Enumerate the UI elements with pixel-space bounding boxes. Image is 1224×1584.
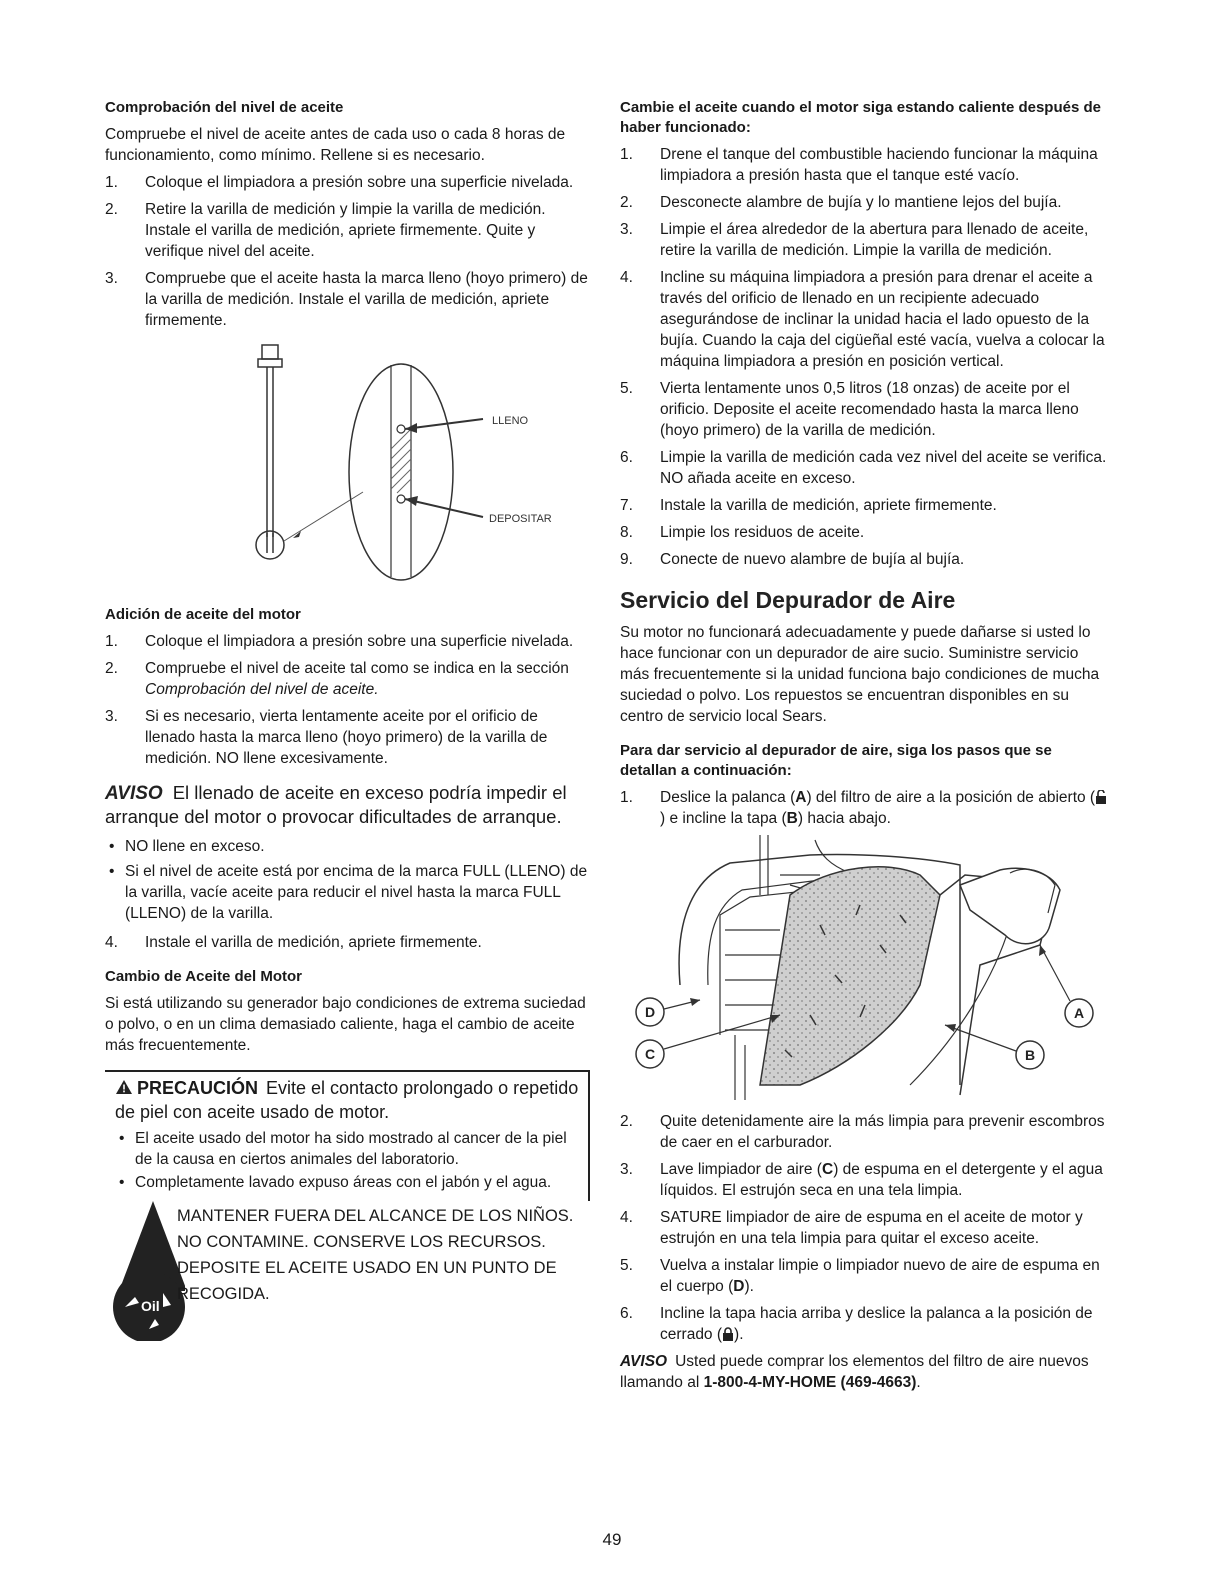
air-cleaner-service-heading: Servicio del Depurador de Aire: [620, 587, 956, 613]
step-number: 5.: [620, 380, 633, 397]
recycle-text: MANTENER FUERA DEL ALCANCE DE LOS NIÑOS. NO CONTAMINE. CONSERVE LOS RECURSOS. DEPOSITE EL ACEITE USADO EN UN PUNTO DE RECOGIDA.: [177, 1207, 574, 1303]
oil-recycle-notice: [105, 1201, 590, 1351]
air-cleaner-steps-heading: Para dar servicio al depurador de aire, siga los pasos que se detallan a continuación:: [620, 742, 1052, 779]
oil-level-check-intro: Compruebe el nivel de aceite antes de cada uso o cada 8 horas de funcionamiento, como mínimo. Rellene si es necesario.: [105, 126, 566, 164]
part-ref-b: B: [786, 810, 798, 827]
list-item: [620, 1303, 1110, 1345]
list-item: [105, 631, 590, 652]
adding-oil-steps: [105, 631, 590, 769]
list-item: [105, 658, 590, 700]
step-number: 2.: [620, 194, 633, 211]
list-item: [620, 549, 1110, 570]
notice-text-end: .: [916, 1374, 921, 1391]
step-number: 8.: [620, 524, 633, 541]
step-text: ) del filtro de aire a la posición de abierto (: [806, 789, 1096, 806]
warning-triangle-icon: [115, 1079, 133, 1095]
step-number: 7.: [620, 497, 633, 514]
callout-c-label: C: [644, 1046, 656, 1062]
list-item: [620, 192, 1110, 213]
step-text: Lave limpiador de aire (: [660, 1161, 822, 1178]
step-text: Drene el tanque del combustible haciendo funcionar la máquina limpiadora a presión hasta que el tanque esté vacío.: [660, 146, 1098, 184]
step-text: Desconecte alambre de bujía y lo mantiene lejos del bujía.: [660, 194, 1062, 211]
list-item: [620, 1255, 1110, 1297]
step-text: Compruebe el nivel de aceite tal como se indica en la sección: [145, 660, 569, 677]
dipstick-illustration: [105, 337, 590, 597]
step-text: Compruebe que el aceite hasta la marca lleno (hoyo primero) de la varilla de medición. Instale el varilla de medición, apriete firmemente.: [145, 270, 588, 329]
caution-box: [105, 1070, 590, 1201]
step-number: 6.: [620, 1305, 633, 1322]
step-text: ) e incline la tapa (: [660, 810, 787, 827]
step-number: 2.: [105, 201, 118, 218]
callout-b-label: B: [1024, 1047, 1036, 1063]
air-cleaner-figure: [620, 835, 1110, 1105]
list-item: • NO llene en exceso.: [105, 836, 590, 857]
page-number: 49: [602, 1530, 622, 1549]
latch-lever: [960, 868, 1060, 944]
step-text: Limpie la varilla de medición cada vez nivel del aceite se verifica. NO añada aceite en exceso.: [660, 449, 1107, 487]
step-number: 4.: [620, 1209, 633, 1226]
list-item: [620, 522, 1110, 543]
full-hole: [397, 425, 405, 433]
step-number: 3.: [105, 270, 118, 287]
notice-keyword: AVISO: [620, 1353, 668, 1370]
notice-overfill: [105, 781, 590, 828]
step-text: Conecte de nuevo alambre de bujía al bujía.: [660, 551, 965, 568]
list-item: [620, 378, 1110, 441]
oil-change-text: Si está utilizando su generador bajo condiciones de extrema suciedad o polvo, o en un clima demasiado caliente, haga el cambio de aceite más frecuentemente.: [105, 995, 586, 1054]
step-text: Coloque el limpiadora a presión sobre una superficie nivelada.: [145, 633, 574, 650]
dipstick-cap-base: [258, 359, 282, 367]
add-hole: [397, 495, 405, 503]
air-cleaner-steps: [620, 787, 1110, 829]
zoom-oval: [349, 364, 453, 580]
step-text: Limpie los residuos de aceite.: [660, 524, 865, 541]
notice-replacement-parts: [620, 1351, 1110, 1393]
step-text: ).: [744, 1278, 754, 1295]
dipstick-cap: [262, 345, 278, 359]
overfill-bullets: [105, 836, 590, 924]
step-text: ) hacia abajo.: [797, 810, 891, 827]
air-cleaner-intro: Su motor no funcionará adecuadamente y puede dañarse si usted lo hace funcionar con un depurador de aire sucio. Suministre servicio más frecuentemente si la unidad funciona bajo condiciones de mucha suciedad o polvo. Los repuestos se encuentran disponibles en su centro de servicio local Sears.: [620, 624, 1100, 725]
hot-oil-change-steps: [620, 144, 1110, 570]
unlock-icon: [1095, 790, 1107, 804]
caution-text: Evite el contacto prolongado o repetido de piel con aceite usado de motor.: [115, 1078, 579, 1122]
list-item: • El aceite usado del motor ha sido mostrado al cancer de la piel de la causa en ciertos animales del laboratorio.: [115, 1128, 580, 1170]
step-text: Vuelva a instalar limpie o limpiador nuevo de aire de espuma en el cuerpo (: [660, 1257, 1100, 1295]
oil-level-check-steps: [105, 172, 590, 331]
add-label: DEPOSITAR: [489, 513, 552, 525]
list-item: [105, 268, 590, 331]
list-item: • Completamente lavado expuso áreas con el jabón y el agua.: [115, 1172, 580, 1193]
left-column: [105, 98, 590, 1351]
step-number: 2.: [620, 1113, 633, 1130]
callout-d-label: D: [644, 1004, 656, 1020]
right-column: [620, 98, 1110, 1393]
step-text: Coloque el limpiadora a presión sobre una superficie nivelada.: [145, 174, 574, 191]
step-number: 6.: [620, 449, 633, 466]
step-text: ) de espuma en el detergente y el agua líquidos. El estrujón seca en una tela limpia.: [660, 1161, 1103, 1199]
caution-bullets: [115, 1128, 580, 1193]
adding-oil-heading: Adición de aceite del motor: [105, 606, 301, 623]
step-number: 1.: [105, 633, 118, 650]
list-item: [620, 447, 1110, 489]
step-text: Quite detenidamente aire la más limpia para prevenir escombros de caer en el carburador.: [660, 1113, 1105, 1151]
list-item: [620, 1159, 1110, 1201]
list-item: [620, 495, 1110, 516]
caution-title: [115, 1076, 580, 1124]
list-item: [105, 932, 590, 953]
air-cleaner-illustration: [620, 835, 1110, 1105]
step-text: Si es necesario, vierta lentamente aceite por el orificio de llenado hasta la marca lleno (hoyo primero) de la varilla de medición. NO llene excesivamente.: [145, 708, 548, 767]
list-item: [620, 1111, 1110, 1153]
step-number: 4.: [620, 269, 633, 286]
hot-oil-change-heading: Cambie el aceite cuando el motor siga estando caliente después de haber funcionado:: [620, 99, 1101, 136]
notice-text: Usted puede comprar los elementos del filtro de aire nuevos llamando al: [620, 1353, 1089, 1391]
list-item: [105, 172, 590, 193]
step-text: ).: [734, 1326, 744, 1343]
section-reference: Comprobación del nivel de aceite.: [145, 681, 379, 698]
list-item: • Si el nivel de aceite está por encima de la marca FULL (LLENO) de la varilla, vacíe aceite para reducir el nivel hasta la marca FULL (LLENO) de la varilla.: [105, 861, 590, 924]
oil-change-heading: Cambio de Aceite del Motor: [105, 968, 302, 985]
step-text: Retire la varilla de medición y limpie la varilla de medición. Instale el varilla de medición, apriete firmemente. Quite y verifique nivel del aceite.: [145, 201, 546, 260]
dipstick-figure: [105, 337, 590, 597]
phone-number: 1-800-4-MY-HOME (469-4663): [703, 1374, 917, 1391]
list-item: [620, 144, 1110, 186]
step-number: 1.: [105, 174, 118, 191]
oil-logo-text: Oil: [141, 1298, 160, 1314]
step-number: 1.: [620, 146, 633, 163]
part-ref-c: C: [821, 1161, 834, 1178]
part-ref-d: D: [733, 1278, 745, 1295]
part-ref-a: A: [795, 789, 807, 806]
step-text: Limpie el área alrededor de la abertura para llenado de aceite, retire la varilla de medición. Limpie la varilla de medición.: [660, 221, 1089, 259]
caution-keyword: PRECAUCIÓN: [137, 1078, 259, 1098]
adding-oil-steps-cont: [105, 932, 590, 953]
step-text: Incline su máquina limpiadora a presión para drenar el aceite a través del orificio de llenado en un recipiente adecuado asegurándose de inclinar la unidad hacia el lado opuesto de la bujía. Cuando la caja del cigüeñal esté vacía, vuelva a colocar la máquina limpiadora a presión en posición vertical.: [660, 269, 1105, 370]
step-text: Incline la tapa hacia arriba y deslice la palanca a la posición de cerrado (: [660, 1305, 1093, 1343]
step-number: 5.: [620, 1257, 633, 1274]
step-text: SATURE limpiador de aire de espuma en el aceite de motor y estrujón en una tela limpia para quitar el exceso aceite.: [660, 1209, 1083, 1247]
notice-text: El llenado de aceite en exceso podría impedir el arranque del motor o provocar dificultades de arranque.: [105, 782, 567, 827]
step-number: 9.: [620, 551, 633, 568]
list-item: [105, 199, 590, 262]
lock-icon: [722, 1327, 734, 1341]
list-item: [620, 787, 1110, 829]
step-number: 3.: [620, 221, 633, 238]
oil-level-check-heading: Comprobación del nivel de aceite: [105, 99, 344, 116]
step-text: Deslice la palanca (: [660, 789, 796, 806]
air-cleaner-steps-cont: [620, 1111, 1110, 1345]
step-text: Instale la varilla de medición, apriete firmemente.: [660, 497, 997, 514]
oil-recycle-icon: [105, 1201, 185, 1341]
list-item: [620, 219, 1110, 261]
step-number: 3.: [105, 708, 118, 725]
list-item: [105, 706, 590, 769]
full-label: LLENO: [492, 415, 529, 427]
list-item: [620, 1207, 1110, 1249]
step-number: 4.: [105, 934, 118, 951]
callout-a-label: A: [1073, 1005, 1085, 1021]
step-text: Vierta lentamente unos 0,5 litros (18 onzas) de aceite por el orificio. Deposite el aceite recomendado hasta la marca lleno (hoyo primero) de la varilla de medición.: [660, 380, 1079, 439]
notice-keyword: AVISO: [105, 783, 163, 804]
list-item: [620, 267, 1110, 372]
step-number: 3.: [620, 1161, 633, 1178]
step-text: Instale el varilla de medición, apriete firmemente.: [145, 934, 482, 951]
oil-range-hatch: [391, 429, 411, 493]
step-number: 2.: [105, 660, 118, 677]
step-number: 1.: [620, 789, 633, 806]
dipstick-tip-callout: [256, 531, 284, 559]
